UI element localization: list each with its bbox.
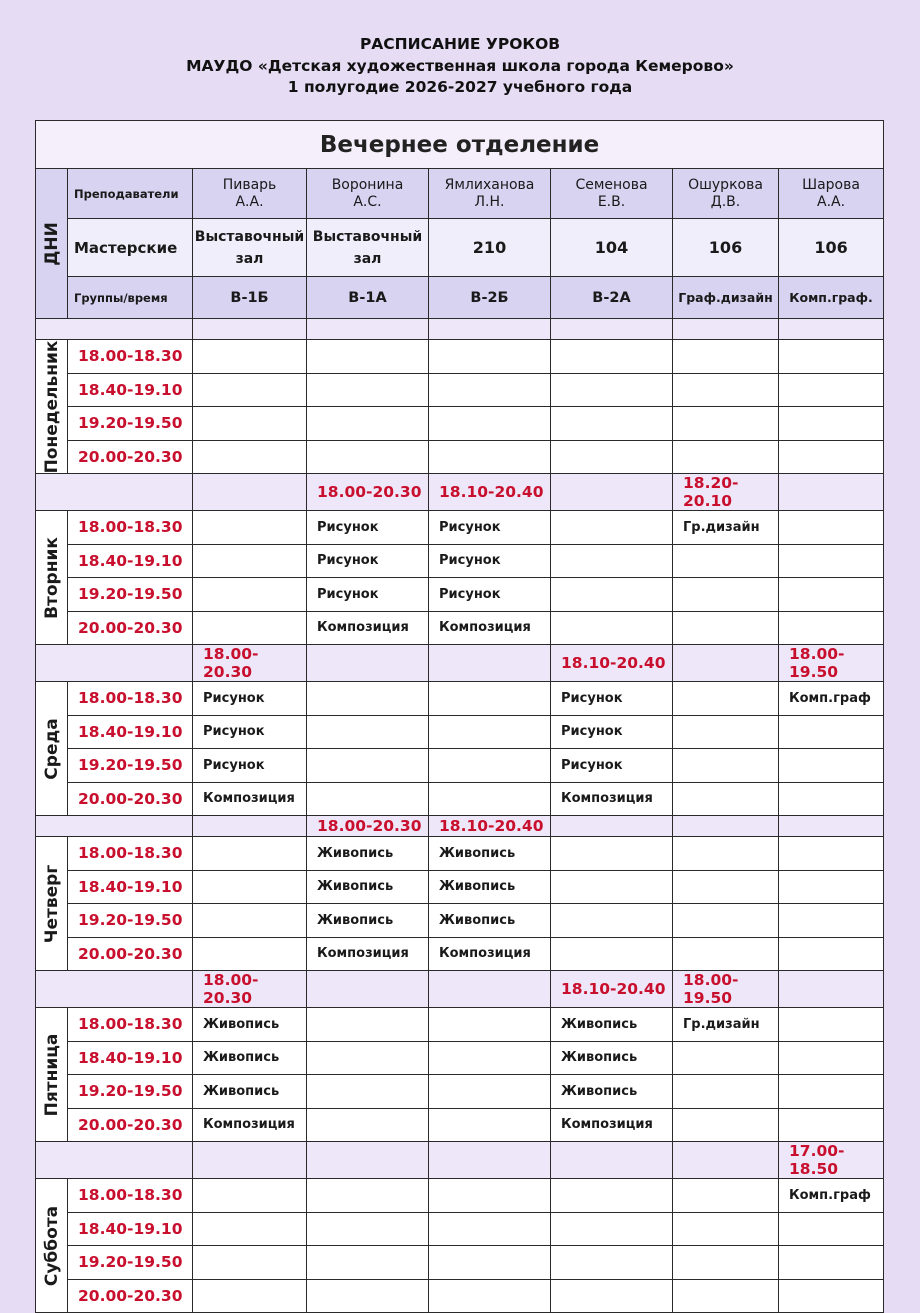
lesson-cell: Композиция [429, 937, 551, 971]
lesson-cell [779, 782, 884, 816]
column-time-range: 18.10-20.40 [551, 971, 673, 1008]
separator-blank [36, 816, 193, 837]
lesson-cell [307, 1075, 429, 1109]
day-name-cell [36, 682, 68, 816]
day-name: Среда [41, 717, 62, 780]
column-time-range [429, 319, 551, 340]
column-time-range [779, 971, 884, 1008]
time-slot: 20.00-20.30 [68, 782, 193, 816]
lesson-cell [551, 373, 673, 407]
lesson-cell: Рисунок [307, 544, 429, 578]
lesson-cell: Живопись [429, 870, 551, 904]
teacher-header [307, 169, 429, 219]
schedule-table [35, 120, 884, 1313]
lesson-cell [673, 782, 779, 816]
lesson-cell [673, 1075, 779, 1109]
time-slot: 18.40-19.10 [68, 1041, 193, 1075]
column-time-range [779, 816, 884, 837]
group-header: В-1Б [193, 277, 307, 319]
lesson-cell [429, 782, 551, 816]
lesson-cell [193, 373, 307, 407]
column-time-range [673, 1142, 779, 1179]
time-slot-row [36, 1212, 884, 1246]
lesson-cell: Композиция [307, 937, 429, 971]
time-slot-row [36, 904, 884, 938]
lesson-cell [193, 1246, 307, 1280]
lesson-cell [779, 715, 884, 749]
day-separator-row [36, 474, 884, 511]
lesson-cell [307, 1279, 429, 1313]
lesson-cell [307, 407, 429, 441]
lesson-cell [193, 440, 307, 474]
time-slot-row [36, 1041, 884, 1075]
teacher-header [193, 169, 307, 219]
lesson-cell [673, 904, 779, 938]
room-header [307, 219, 429, 277]
column-time-range: 18.00-19.50 [673, 971, 779, 1008]
time-slot: 19.20-19.50 [68, 1075, 193, 1109]
day-separator-row [36, 645, 884, 682]
column-time-range [429, 645, 551, 682]
lesson-cell [193, 578, 307, 612]
time-slot: 20.00-20.30 [68, 611, 193, 645]
lesson-cell [307, 1041, 429, 1075]
lesson-cell [779, 1279, 884, 1313]
day-separator-row [36, 971, 884, 1008]
lesson-cell [307, 682, 429, 716]
time-slot: 20.00-20.30 [68, 1279, 193, 1313]
column-time-range [307, 645, 429, 682]
teachers-label: Преподаватели [68, 169, 193, 219]
room-line: Выставочный [312, 228, 423, 245]
lesson-cell: Рисунок [429, 578, 551, 612]
lesson-cell: Рисунок [193, 749, 307, 783]
lesson-cell [673, 715, 779, 749]
time-slot-row [36, 1075, 884, 1109]
column-time-range: 17.00-18.50 [779, 1142, 884, 1179]
lesson-cell [193, 340, 307, 374]
column-time-range: 18.10-20.40 [429, 816, 551, 837]
time-slot: 19.20-19.50 [68, 904, 193, 938]
time-slot: 18.00-18.30 [68, 1008, 193, 1042]
lesson-cell [551, 611, 673, 645]
time-slot: 18.00-18.30 [68, 340, 193, 374]
lesson-cell [673, 1179, 779, 1213]
time-slot-row [36, 1108, 884, 1142]
lesson-cell [307, 1179, 429, 1213]
lesson-cell [551, 578, 673, 612]
teacher-initials: Л.Н. [474, 193, 505, 210]
column-time-range [551, 1142, 673, 1179]
lesson-cell [429, 440, 551, 474]
column-time-range: 18.20-20.10 [673, 474, 779, 511]
lesson-cell: Рисунок [307, 578, 429, 612]
lesson-cell [551, 511, 673, 545]
lesson-cell: Живопись [193, 1075, 307, 1109]
lesson-cell: Комп.граф [779, 1179, 884, 1213]
room-header: 104 [551, 219, 673, 277]
time-slot: 18.00-18.30 [68, 511, 193, 545]
separator-blank [36, 645, 193, 682]
lesson-cell [673, 749, 779, 783]
lesson-cell: Композиция [193, 782, 307, 816]
time-slot: 19.20-19.50 [68, 578, 193, 612]
column-time-range: 18.00-20.30 [193, 645, 307, 682]
lesson-cell [779, 1041, 884, 1075]
lesson-cell [193, 904, 307, 938]
column-time-range [673, 319, 779, 340]
lesson-cell [551, 1212, 673, 1246]
time-slot-row [36, 749, 884, 783]
lesson-cell [551, 1246, 673, 1280]
lesson-cell: Живопись [193, 1008, 307, 1042]
days-label: ДНИ [41, 221, 62, 266]
lesson-cell: Живопись [551, 1075, 673, 1109]
lesson-cell [429, 1279, 551, 1313]
room-header: 106 [779, 219, 884, 277]
time-slot: 20.00-20.30 [68, 440, 193, 474]
time-slot-row [36, 937, 884, 971]
lesson-cell [779, 578, 884, 612]
room-line: Выставочный [194, 228, 305, 245]
column-time-range [193, 319, 307, 340]
lesson-cell [307, 373, 429, 407]
time-slot-row [36, 870, 884, 904]
day-name-cell [36, 1179, 68, 1313]
lesson-cell [673, 870, 779, 904]
lesson-cell [673, 937, 779, 971]
room-line: зал [235, 250, 264, 267]
lesson-cell [429, 407, 551, 441]
teacher-header [551, 169, 673, 219]
group-header: Граф.дизайн [673, 277, 779, 319]
teacher-surname: Семенова [575, 176, 648, 193]
room-header: 106 [673, 219, 779, 277]
lesson-cell [429, 1246, 551, 1280]
lesson-cell [551, 407, 673, 441]
teacher-header [779, 169, 884, 219]
lesson-cell [429, 1179, 551, 1213]
time-slot: 18.40-19.10 [68, 1212, 193, 1246]
lesson-cell [307, 1108, 429, 1142]
column-time-range [551, 816, 673, 837]
lesson-cell: Рисунок [193, 682, 307, 716]
day-name: Четверг [41, 864, 62, 943]
column-time-range [307, 971, 429, 1008]
lesson-cell [779, 870, 884, 904]
day-name: Пятница [41, 1033, 62, 1116]
lesson-cell: Живопись [429, 904, 551, 938]
separator-blank [36, 971, 193, 1008]
time-slot-row [36, 407, 884, 441]
time-slot: 18.00-18.30 [68, 1179, 193, 1213]
lesson-cell: Композиция [307, 611, 429, 645]
lesson-cell [673, 1212, 779, 1246]
lesson-cell: Живопись [307, 870, 429, 904]
teacher-initials: А.А. [235, 193, 264, 210]
lesson-cell [673, 837, 779, 871]
lesson-cell: Живопись [551, 1041, 673, 1075]
lesson-cell [779, 1108, 884, 1142]
days-header-cell [36, 169, 68, 319]
lesson-cell [673, 611, 779, 645]
column-time-range: 18.00-20.30 [307, 474, 429, 511]
lesson-cell [673, 578, 779, 612]
lesson-cell [673, 1108, 779, 1142]
column-time-range [193, 1142, 307, 1179]
room-line: зал [353, 250, 382, 267]
lesson-cell [673, 340, 779, 374]
lesson-cell: Рисунок [429, 544, 551, 578]
time-slot-row [36, 611, 884, 645]
lesson-cell [193, 407, 307, 441]
lesson-cell [551, 440, 673, 474]
lesson-cell: Рисунок [193, 715, 307, 749]
lesson-cell [779, 373, 884, 407]
lesson-cell [779, 340, 884, 374]
teacher-surname: Шарова [802, 176, 860, 193]
lesson-cell [673, 1041, 779, 1075]
lesson-cell [779, 511, 884, 545]
time-slot-row [36, 578, 884, 612]
lesson-cell: Композиция [551, 782, 673, 816]
column-time-range [551, 474, 673, 511]
time-slot-row [36, 1246, 884, 1280]
lesson-cell [193, 544, 307, 578]
time-slot: 20.00-20.30 [68, 1108, 193, 1142]
lesson-cell [429, 1075, 551, 1109]
room-header: 210 [429, 219, 551, 277]
time-slot: 18.00-18.30 [68, 682, 193, 716]
lesson-cell: Рисунок [551, 749, 673, 783]
lesson-cell [779, 611, 884, 645]
column-time-range [429, 971, 551, 1008]
day-name: Суббота [41, 1205, 62, 1286]
lesson-cell [779, 837, 884, 871]
lesson-cell [673, 544, 779, 578]
column-time-range: 18.00-19.50 [779, 645, 884, 682]
lesson-cell: Композиция [551, 1108, 673, 1142]
time-slot-row [36, 715, 884, 749]
lesson-cell: Комп.граф [779, 682, 884, 716]
column-time-range [307, 319, 429, 340]
lesson-cell [551, 1279, 673, 1313]
separator-blank [36, 319, 193, 340]
lesson-cell [429, 373, 551, 407]
group-header: Комп.граф. [779, 277, 884, 319]
section-title: Вечернее отделение [36, 121, 884, 169]
lesson-cell: Рисунок [429, 511, 551, 545]
lesson-cell [193, 1279, 307, 1313]
teacher-surname: Ямлиханова [444, 176, 535, 193]
day-separator-row [36, 816, 884, 837]
column-time-range: 18.00-20.30 [193, 971, 307, 1008]
lesson-cell [429, 1041, 551, 1075]
lesson-cell [779, 749, 884, 783]
lesson-cell [193, 511, 307, 545]
lesson-cell [551, 937, 673, 971]
lesson-cell: Рисунок [551, 682, 673, 716]
lesson-cell [307, 749, 429, 783]
lesson-cell [429, 340, 551, 374]
lesson-cell [779, 1246, 884, 1280]
lesson-cell [779, 407, 884, 441]
lesson-cell: Рисунок [551, 715, 673, 749]
column-time-range: 18.00-20.30 [307, 816, 429, 837]
rooms-label: Мастерские [68, 219, 193, 277]
room-header [193, 219, 307, 277]
lesson-cell [307, 1212, 429, 1246]
time-slot-row [36, 782, 884, 816]
lesson-cell [673, 682, 779, 716]
lesson-cell: Композиция [193, 1108, 307, 1142]
time-slot: 18.00-18.30 [68, 837, 193, 871]
teacher-initials: А.С. [353, 193, 382, 210]
column-time-range: 18.10-20.40 [429, 474, 551, 511]
lesson-cell: Живопись [551, 1008, 673, 1042]
lesson-cell: Композиция [429, 611, 551, 645]
day-name-cell [36, 837, 68, 971]
time-slot-row [36, 1008, 884, 1042]
day-separator-row [36, 319, 884, 340]
lesson-cell [673, 1279, 779, 1313]
lesson-cell [429, 1008, 551, 1042]
group-header: В-2А [551, 277, 673, 319]
lesson-cell [551, 870, 673, 904]
column-time-range [193, 474, 307, 511]
lesson-cell [551, 544, 673, 578]
time-slot-row [36, 544, 884, 578]
teacher-surname: Ошуркова [688, 176, 763, 193]
time-slot-row [36, 682, 884, 716]
document-title: РАСПИСАНИЕ УРОКОВ [359, 35, 561, 53]
lesson-cell [307, 1246, 429, 1280]
column-time-range [193, 816, 307, 837]
lesson-cell [779, 937, 884, 971]
column-time-range [429, 1142, 551, 1179]
day-name-cell [36, 511, 68, 645]
teacher-header [429, 169, 551, 219]
lesson-cell [429, 715, 551, 749]
teacher-surname: Воронина [331, 176, 404, 193]
academic-period: 1 полугодие 2026-2027 учебного года [287, 78, 633, 96]
lesson-cell [429, 1108, 551, 1142]
day-name-cell [36, 340, 68, 474]
time-slot: 19.20-19.50 [68, 1246, 193, 1280]
time-slot: 18.40-19.10 [68, 373, 193, 407]
teacher-surname: Пиварь [222, 176, 277, 193]
column-time-range [673, 816, 779, 837]
lesson-cell [551, 1179, 673, 1213]
lesson-cell [193, 1212, 307, 1246]
teacher-header [673, 169, 779, 219]
time-slot: 18.40-19.10 [68, 715, 193, 749]
column-time-range [307, 1142, 429, 1179]
time-slot: 19.20-19.50 [68, 407, 193, 441]
time-slot: 18.40-19.10 [68, 870, 193, 904]
lesson-cell [193, 870, 307, 904]
day-separator-row [36, 1142, 884, 1179]
group-header: В-2Б [429, 277, 551, 319]
groups-label: Группы/время [68, 277, 193, 319]
lesson-cell [779, 440, 884, 474]
lesson-cell [779, 1212, 884, 1246]
day-name: Вторник [41, 536, 62, 619]
lesson-cell [307, 440, 429, 474]
document-header [0, 33, 920, 98]
time-slot: 20.00-20.30 [68, 937, 193, 971]
column-time-range [551, 319, 673, 340]
column-time-range [779, 319, 884, 340]
lesson-cell [307, 1008, 429, 1042]
time-slot: 19.20-19.50 [68, 749, 193, 783]
day-name-cell [36, 1008, 68, 1142]
lesson-cell: Живопись [307, 904, 429, 938]
time-slot-row [36, 1179, 884, 1213]
teacher-initials: Д.В. [710, 193, 741, 210]
time-slot-row [36, 340, 884, 374]
lesson-cell [193, 1179, 307, 1213]
lesson-cell [779, 544, 884, 578]
lesson-cell [307, 340, 429, 374]
lesson-cell [551, 837, 673, 871]
lesson-cell [429, 749, 551, 783]
column-time-range [673, 645, 779, 682]
lesson-cell [673, 373, 779, 407]
time-slot-row [36, 440, 884, 474]
lesson-cell [429, 1212, 551, 1246]
lesson-cell [779, 1075, 884, 1109]
lesson-cell [429, 682, 551, 716]
time-slot-row [36, 511, 884, 545]
separator-blank [36, 1142, 193, 1179]
time-slot-row [36, 837, 884, 871]
lesson-cell: Живопись [429, 837, 551, 871]
teacher-initials: Е.В. [597, 193, 626, 210]
lesson-cell [779, 1008, 884, 1042]
group-header: В-1А [307, 277, 429, 319]
lesson-cell [673, 1246, 779, 1280]
lesson-cell: Живопись [193, 1041, 307, 1075]
lesson-cell [779, 904, 884, 938]
column-time-range: 18.10-20.40 [551, 645, 673, 682]
lesson-cell [193, 937, 307, 971]
column-time-range [779, 474, 884, 511]
time-slot-row [36, 1279, 884, 1313]
lesson-cell [307, 715, 429, 749]
time-slot: 18.40-19.10 [68, 544, 193, 578]
day-name: Понедельник [41, 340, 62, 473]
lesson-cell [551, 904, 673, 938]
lesson-cell [307, 782, 429, 816]
lesson-cell [193, 837, 307, 871]
separator-blank [36, 474, 193, 511]
lesson-cell: Гр.дизайн [673, 511, 779, 545]
lesson-cell [551, 340, 673, 374]
lesson-cell: Гр.дизайн [673, 1008, 779, 1042]
lesson-cell: Рисунок [307, 511, 429, 545]
teacher-initials: А.А. [817, 193, 846, 210]
lesson-cell [673, 407, 779, 441]
time-slot-row [36, 373, 884, 407]
lesson-cell [673, 440, 779, 474]
lesson-cell [193, 611, 307, 645]
school-name: МАУДО «Детская художественная школа города Кемерово» [186, 57, 734, 75]
lesson-cell: Живопись [307, 837, 429, 871]
